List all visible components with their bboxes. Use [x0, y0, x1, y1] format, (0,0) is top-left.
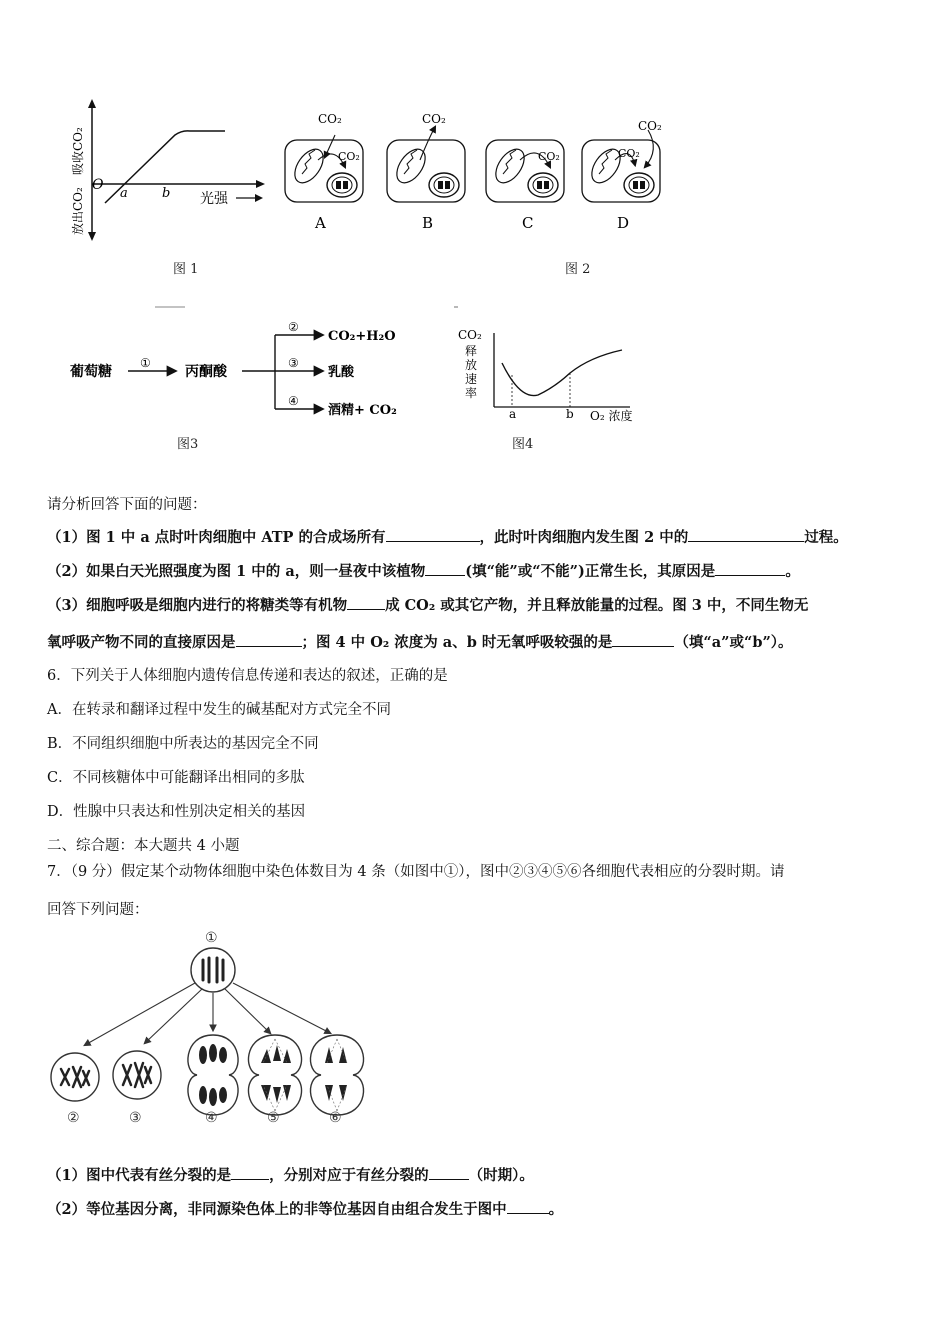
q5-part1: [47, 527, 848, 548]
fig3-product2: CO₂+H₂O: [328, 329, 396, 344]
cell-B: [387, 140, 465, 202]
fig2-co2-b: CO₂: [422, 112, 446, 126]
q7-part2: [47, 1199, 563, 1220]
fig2-co2-a-top: CO₂: [318, 112, 342, 126]
cell-label-5: ⑤: [267, 1110, 280, 1126]
q6-option-d[interactable]: D．性腺中只表达和性别决定相关的基因: [47, 804, 306, 820]
fig1-ylabel-top: 吸收CO₂: [71, 127, 85, 175]
q5-p3-text-c: 氧呼吸产物不同的直接原因是: [47, 634, 236, 651]
answer-blank[interactable]: [425, 561, 465, 576]
q7-p2-text-a: （2）等位基因分离，非同源染色体上的非等位基因自由组合发生于图中: [47, 1201, 507, 1218]
q7-p2-text-b: 。: [548, 1201, 564, 1218]
fig4-point-a: a: [509, 407, 517, 421]
q5-p1-text-a: （1）图 1 中 a 点时叶肉细胞中 ATP 的合成场所有: [47, 529, 386, 546]
answer-blank[interactable]: [507, 1199, 549, 1214]
figure-1-graph: [60, 95, 280, 245]
answer-blank[interactable]: [429, 1165, 469, 1180]
fig4-ylabel-char-1: 释: [465, 344, 478, 358]
answer-blank[interactable]: [688, 527, 804, 542]
fig2-label-a: A: [315, 214, 326, 232]
fig2-label-b: B: [422, 214, 434, 232]
fig2-caption: 图 2: [565, 262, 591, 277]
cell-label-4: ④: [205, 1110, 218, 1126]
q7-p1-text-a: （1）图中代表有丝分裂的是: [47, 1167, 232, 1184]
q5-p2-text-b: (填“能”或“不能”)正常生长，其原因是: [465, 563, 716, 580]
fig1-point-b: b: [162, 186, 171, 201]
q5-p3-text-e: （填“a”或“b”）。: [674, 634, 793, 651]
fig3-product4: 酒精+ CO₂: [328, 403, 397, 418]
chromosomes-cell-1: [203, 958, 223, 982]
answer-blank[interactable]: [612, 632, 674, 647]
fig4-caption: 图4: [512, 437, 534, 452]
answer-blank[interactable]: [347, 595, 385, 610]
answer-blank[interactable]: [386, 527, 480, 542]
q7-part1: [47, 1165, 534, 1186]
q6-option-b[interactable]: B．不同组织细胞中所表达的基因完全不同: [47, 736, 319, 752]
q7-p1-text-b: ，分别对应于有丝分裂的: [269, 1167, 429, 1184]
q5-part2: [47, 561, 800, 582]
figure-2-cells: [280, 105, 680, 240]
fig3-product3: 乳酸: [328, 365, 355, 380]
figure-cell-division: [45, 925, 375, 1130]
fig3-step3: ③: [288, 356, 299, 370]
cell-label-2: ②: [67, 1110, 80, 1126]
fig3-mid: 丙酮酸: [185, 364, 227, 380]
q6-option-c[interactable]: C．不同核糖体中可能翻译出相同的多肽: [47, 770, 305, 786]
answer-blank[interactable]: [231, 1165, 269, 1180]
q7-p1-text-c: （时期）。: [468, 1167, 534, 1184]
answer-blank[interactable]: [715, 561, 785, 576]
fig4-ylabel-char-2: 放: [465, 358, 478, 372]
fig4-xlabel: O₂ 浓度: [590, 409, 633, 423]
q5-intro: 请分析回答下面的问题：: [47, 497, 207, 513]
fig1-origin: O: [92, 177, 104, 193]
q5-part3-line2: [47, 632, 793, 653]
q7-stem-b: 回答下列问题：: [47, 902, 149, 918]
q7-stem-a: 7．（9 分）假定某个动物体细胞中染色体数目为 4 条（如图中①），图中②③④⑤⑥各细胞代表相应的分裂时期。请: [47, 864, 785, 880]
q6-stem: 6．下列关于人体细胞内遗传信息传递和表达的叙述，正确的是: [47, 668, 448, 684]
fig3-start: 葡萄糖: [70, 364, 112, 380]
fig2-co2-d-mid: CO₂: [618, 147, 640, 160]
q5-p3-text-b: 成 CO₂ 或其它产物，并且释放能量的过程。图 3 中，不同生物无: [385, 597, 809, 614]
fig3-caption: 图3: [177, 437, 199, 452]
fig4-point-b: b: [566, 407, 574, 421]
q5-p2-text-a: （2）如果白天光照强度为图 1 中的 a，则一昼夜中该植物: [47, 563, 426, 580]
q6-option-a[interactable]: A．在转录和翻译过程中发生的碱基配对方式完全不同: [47, 702, 391, 718]
fig4-ylabel-co2: CO₂: [458, 328, 482, 342]
fig1-caption: 图 1: [173, 262, 199, 277]
q5-part3-line1: [47, 595, 808, 616]
section-2-heading: 二、综合题：本大题共 4 小题: [47, 838, 240, 854]
cell-label-3: ③: [129, 1110, 142, 1126]
fig3-step2: ②: [288, 320, 299, 334]
fig1-ylabel-bottom: 放出CO₂: [71, 187, 85, 235]
q5-p3-text-a: （3）细胞呼吸是细胞内进行的将糖类等有机物: [47, 597, 348, 614]
q5-p2-text-c: 。: [785, 563, 800, 580]
answer-blank[interactable]: [236, 632, 302, 647]
fig1-point-a: a: [120, 186, 128, 201]
fig4-ylabel-char-3: 速: [465, 372, 478, 386]
fig3-step1: ①: [140, 356, 151, 370]
figure-3-pathway: [60, 305, 430, 425]
fig2-co2-d-top: CO₂: [638, 119, 662, 133]
q5-p1-text-c: 过程。: [804, 529, 848, 546]
fig2-label-c: C: [522, 214, 534, 232]
fig2-label-d: D: [617, 214, 630, 232]
fig2-co2-a-mid: CO₂: [338, 150, 360, 163]
fig4-ylabel-char-4: 率: [465, 386, 478, 400]
cell-label-1: ①: [205, 930, 218, 946]
q5-p3-text-d: ；图 4 中 O₂ 浓度为 a、b 时无氧呼吸较强的是: [301, 634, 613, 651]
q5-p1-text-b: ，此时叶肉细胞内发生图 2 中的: [479, 529, 689, 546]
fig1-xlabel: 光强: [200, 191, 228, 207]
fig3-step4: ④: [288, 394, 299, 408]
cell-label-6: ⑥: [329, 1110, 342, 1126]
fig2-co2-c: CO₂: [538, 150, 560, 163]
figure-4-graph: [450, 305, 650, 425]
